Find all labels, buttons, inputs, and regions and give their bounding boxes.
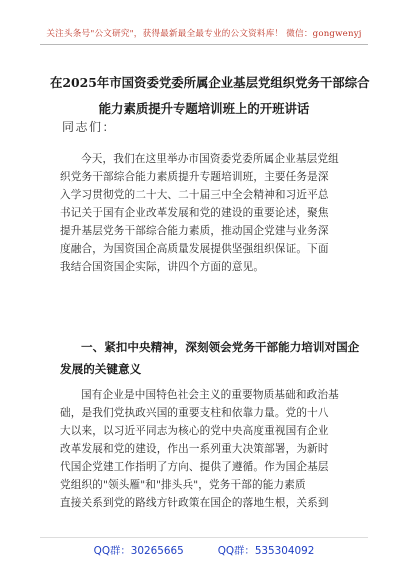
paragraph-line: 党组织的"领头雁"和"排头兵"，党务干部的能力素质 — [60, 479, 306, 491]
document-title — [50, 70, 370, 122]
paragraph-line: 织党务干部综合能力素质提升专题培训班，主要任务是深 — [60, 171, 329, 183]
salutation: 同志们： — [62, 120, 117, 134]
paragraph-line: 今天，我们在这里举办市国资委党委所属企业基层党组 — [81, 153, 339, 165]
paragraph-line: 础，是我们党执政兴国的重要支柱和依靠力量。党的十八 — [60, 407, 329, 419]
paragraph-line: 提升基层党务干部综合能力素质，推动国企党建与业务深 — [60, 225, 329, 237]
paragraph-line: 国有企业是中国特色社会主义的重要物质基础和政治基 — [81, 389, 339, 401]
paragraph-line: 入学习贯彻党的二十大、二十届三中全会精神和习近平总 — [60, 189, 329, 201]
heading-line: 发展的关键意义 — [60, 362, 142, 376]
header-banner: 关注头条号"公文研究"，获得最新最全最专业的公文资料库！ 微信：gongwenyj — [46, 29, 362, 39]
title-line: 在2025年市国资委党委所属企业基层党组织党务干部综合 — [50, 75, 370, 90]
section-heading-1 — [60, 336, 360, 380]
footer-qq-group-2[interactable]: QQ群：535304092 — [217, 545, 315, 557]
paragraph-line: 直接关系到党的路线方针政策在国企的落地生根，关系到 — [60, 497, 329, 509]
heading-line: 一、紧扣中央精神，深刻领会党务干部能力培训对国企 — [81, 340, 360, 354]
footer-divider — [40, 537, 368, 538]
footer — [0, 542, 408, 557]
intro-paragraph — [60, 150, 360, 276]
paragraph-line: 我结合国资国企实际，讲四个方面的意见。 — [60, 261, 265, 273]
footer-qq-group-1[interactable]: QQ群：30265665 — [93, 545, 184, 557]
paragraph-line: 改革发展和党的建设，作出一系列重大决策部署，为新时 — [60, 443, 329, 455]
paragraph-line: 度融合，为国资国企高质量发展提供坚强组织保证。下面 — [60, 243, 329, 255]
paragraph-line: 书记关于国有企业改革发展和党的建设的重要论述，聚焦 — [60, 207, 329, 219]
title-line: 能力素质提升专题培训班上的开班讲话 — [98, 101, 310, 116]
paragraph-line: 大以来，以习近平同志为核心的党中央高度重视国有企业 — [60, 425, 329, 437]
header-divider — [40, 44, 368, 45]
section-1-paragraph — [60, 386, 360, 512]
paragraph-line: 代国企党建工作指明了方向、提供了遵循。作为国企基层 — [60, 461, 329, 473]
